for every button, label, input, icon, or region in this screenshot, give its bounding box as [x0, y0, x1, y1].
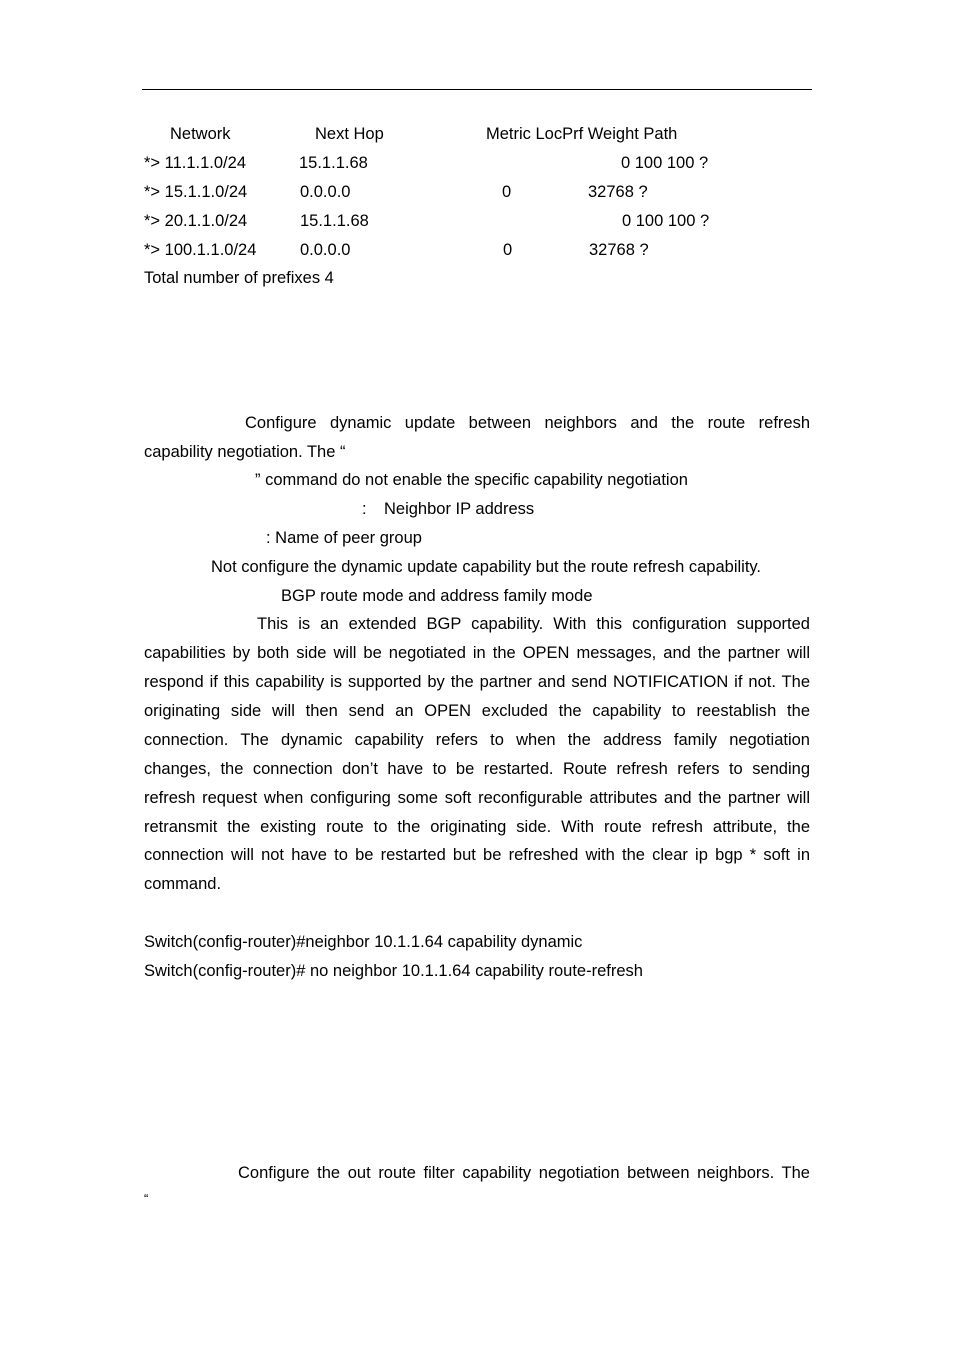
col-network-header: Network — [170, 125, 231, 143]
row-network: *> 11.1.1.0/24 — [144, 154, 246, 172]
example-command: Switch(config-router)# no neighbor 10.1.1.64 capability route-refresh — [144, 962, 643, 980]
param-group-desc: : Name of peer group — [266, 529, 422, 547]
row-network: *> 20.1.1.0/24 — [144, 212, 248, 230]
usage-line: respond if this capability is supported by the partner and send NOTIFICATION if not. The — [144, 673, 810, 691]
usage-line: changes, the connection don’t have to be restarted. Route refresh refers to sending — [144, 760, 810, 778]
row-tail: 32768 ? — [588, 183, 648, 201]
row-next-hop: 15.1.1.68 — [299, 154, 368, 172]
row-metric: 0 — [503, 241, 513, 259]
row-tail: 0 100 100 ? — [622, 212, 710, 230]
col-metric-header: Metric LocPrf Weight Path — [486, 125, 678, 143]
function-line: “ — [144, 1191, 149, 1206]
total-prefixes: Total number of prefixes 4 — [144, 269, 334, 287]
usage-line: retransmit the existing route to the originating side. With route refresh attribute, the — [144, 818, 810, 836]
row-tail: 32768 ? — [589, 241, 649, 259]
usage-line: originating side will then send an OPEN excluded the capability to reestablish the — [144, 702, 810, 720]
usage-line: refresh request when configuring some soft reconfigurable attributes and the partner will — [144, 789, 810, 807]
mode-desc: BGP route mode and address family mode — [281, 587, 593, 605]
param-ip-desc: Neighbor IP address — [384, 500, 535, 518]
usage-line: capabilities by both side will be negotiated in the OPEN messages, and the partner will — [144, 644, 810, 662]
example-command: Switch(config-router)#neighbor 10.1.1.64 capability dynamic — [144, 933, 583, 951]
row-next-hop: 0.0.0.0 — [300, 183, 351, 201]
function-line: ” command do not enable the specific capability negotiation — [255, 471, 688, 489]
function-line: Configure the out route filter capability negotiation between neighbors. The — [238, 1164, 810, 1182]
function-line: Configure dynamic update between neighbors and the route refresh — [245, 414, 810, 432]
row-next-hop: 15.1.1.68 — [300, 212, 369, 230]
usage-line: This is an extended BGP capability. With this configuration supported — [257, 615, 810, 633]
row-metric: 0 — [502, 183, 512, 201]
row-next-hop: 0.0.0.0 — [300, 241, 351, 259]
usage-line: connection. The dynamic capability refers to when the address family negotiation — [144, 731, 810, 749]
row-tail: 0 100 100 ? — [621, 154, 709, 172]
header-rule — [142, 89, 812, 90]
row-network: *> 15.1.1.0/24 — [144, 183, 248, 201]
usage-line: connection will not have to be restarted but be refreshed with the clear ip bgp * soft in — [144, 846, 810, 864]
usage-line: command. — [144, 875, 222, 893]
function-line: capability negotiation. The “ — [144, 443, 346, 461]
default-desc: Not configure the dynamic update capability but the route refresh capability. — [211, 558, 762, 576]
col-next-hop-header: Next Hop — [315, 125, 384, 143]
param-separator: : — [362, 500, 367, 518]
row-network: *> 100.1.1.0/24 — [144, 241, 257, 259]
